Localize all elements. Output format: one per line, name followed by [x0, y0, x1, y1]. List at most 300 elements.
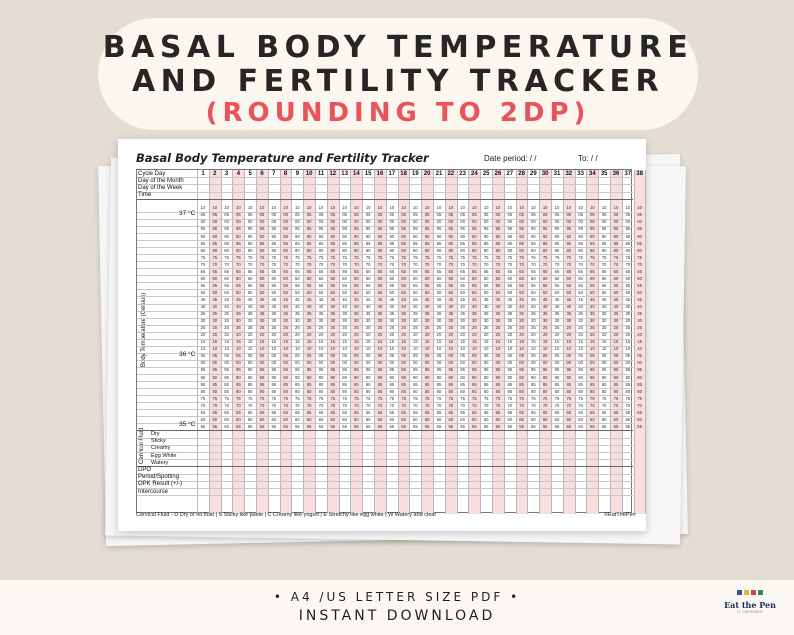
temperature-cell: 65: [519, 268, 524, 274]
temperature-cell: 60: [389, 275, 395, 281]
temperature-cell: 55: [507, 423, 513, 429]
temperature-cell: 85: [495, 381, 501, 387]
temperature-cell: 90: [495, 374, 501, 380]
temperature-cell: 90: [460, 233, 465, 239]
temperature-cell: 45: [401, 296, 406, 302]
temperature-cell: 20: [354, 332, 359, 338]
temperature-cell: 50: [578, 289, 583, 295]
temperature-cell: 75: [413, 395, 418, 401]
temperature-cell: 05: [295, 212, 300, 218]
temperature-cell: 05: [483, 212, 489, 218]
temperature-cell: 60: [318, 275, 324, 281]
temperature-cell: 10: [519, 346, 524, 352]
temperature-cell: 95: [306, 226, 312, 232]
temperature-cell: 70: [460, 261, 465, 267]
temperature-cell: 50: [472, 289, 477, 295]
temperature-cell: 25: [554, 325, 560, 331]
temperature-cell: 75: [389, 254, 395, 260]
temperature-cell: 90: [424, 233, 430, 239]
temperature-cell: 25: [519, 325, 524, 331]
temperature-cell: 30: [413, 318, 418, 324]
temperature-cell: 80: [507, 388, 513, 394]
temperature-cell: 45: [389, 296, 395, 302]
temperature-cell: 95: [436, 226, 442, 232]
temperature-cell: 10: [542, 205, 548, 211]
temperature-cell: 65: [448, 268, 454, 274]
cycle-day-number: 21: [435, 170, 443, 177]
temperature-cell: 10: [590, 346, 595, 352]
temperature-cell: 30: [542, 318, 548, 324]
temperature-cell: 85: [259, 240, 265, 246]
temperature-cell: 45: [342, 296, 347, 302]
temperature-cell: 90: [554, 374, 560, 380]
temperature-cell: 20: [460, 332, 465, 338]
temperature-cell: 55: [389, 423, 395, 429]
temperature-cell: 90: [448, 374, 454, 380]
temperature-cell: 85: [236, 381, 241, 387]
temperature-cell: 55: [554, 282, 560, 288]
temperature-cell: 90: [224, 233, 229, 239]
brand-tagline: IT DEPENDS: [737, 610, 763, 614]
temperature-cell: 80: [613, 388, 619, 394]
temperature-cell: 65: [613, 268, 619, 274]
temperature-cell: 75: [247, 395, 253, 401]
cycle-day-number: 14: [353, 170, 360, 177]
temperature-cell: 45: [236, 296, 241, 302]
temperature-cell: 55: [613, 423, 619, 429]
temperature-cell: 25: [531, 325, 536, 331]
temperature-cell: 10: [507, 346, 513, 352]
temperature-cell: 75: [330, 395, 336, 401]
temperature-cell: 75: [590, 254, 595, 260]
temperature-cell: 65: [200, 409, 206, 415]
temperature-cell: 45: [448, 296, 454, 302]
temperature-cell: 55: [318, 282, 324, 288]
temperature-cell: 45: [531, 296, 536, 302]
temperature-cell: 75: [247, 254, 253, 260]
temperature-cell: 05: [354, 353, 359, 359]
temperature-cell: 65: [436, 268, 442, 274]
temperature-cell: 15: [637, 339, 642, 345]
temperature-cell: 00: [401, 219, 406, 225]
temperature-cell: 55: [377, 282, 383, 288]
temperature-cell: 95: [472, 367, 477, 373]
temperature-cell: 35: [601, 311, 607, 317]
temperature-cell: 25: [590, 325, 595, 331]
temperature-cell: 35: [519, 311, 524, 317]
cervical-fluid-row-label: Egg White: [151, 452, 177, 459]
temperature-cell: 75: [236, 395, 241, 401]
temperature-cell: 95: [483, 367, 489, 373]
grid-hline: [137, 488, 633, 489]
cycle-day-number: 29: [530, 170, 537, 177]
tracker-row-label: Period/Spotting: [138, 474, 180, 481]
temperature-cell: 70: [200, 402, 206, 408]
temperature-cell: 20: [330, 332, 336, 338]
temperature-cell: 95: [578, 367, 583, 373]
temperature-cell: 95: [283, 367, 288, 373]
temperature-cell: 60: [330, 275, 336, 281]
temperature-cell: 00: [212, 219, 218, 225]
temperature-cell: 75: [271, 395, 277, 401]
cycle-day-number: 17: [388, 170, 396, 177]
temperature-cell: 20: [613, 332, 619, 338]
temperature-cell: 40: [424, 304, 430, 309]
temperature-cell: 00: [342, 360, 347, 366]
temperature-cell: 55: [448, 423, 454, 429]
temperature-cell: 40: [601, 304, 607, 309]
temperature-cell: 65: [483, 409, 489, 415]
temperature-cell: 95: [601, 367, 607, 373]
temperature-cell: 05: [519, 353, 524, 359]
temperature-cell: 60: [401, 275, 406, 281]
temperature-cell: 90: [212, 233, 218, 239]
temperature-cell: 85: [224, 240, 229, 246]
temperature-cell: 50: [365, 289, 371, 295]
temperature-cell: 95: [224, 226, 229, 232]
temperature-cell: 10: [483, 346, 489, 352]
temperature-cell: 55: [365, 423, 371, 429]
cycle-day-number: 27: [506, 170, 514, 177]
temperature-cell: 95: [625, 367, 631, 373]
temperature-cell: 55: [613, 282, 619, 288]
temperature-cell: 55: [578, 282, 583, 288]
temperature-cell: 60: [259, 416, 265, 422]
temperature-cell: 75: [330, 254, 336, 260]
temperature-cell: 85: [554, 240, 560, 246]
temperature-cell: 65: [542, 409, 548, 415]
temperature-cell: 95: [413, 367, 418, 373]
temperature-cell: 00: [389, 219, 395, 225]
pen-logo-icon: [735, 586, 765, 598]
temperature-cell: 10: [460, 346, 465, 352]
temperature-cell: 75: [578, 254, 583, 260]
temperature-cell: 90: [483, 233, 489, 239]
temperature-cell: 65: [566, 268, 572, 274]
format-label: • A4 /US LETTER SIZE PDF •: [273, 590, 521, 604]
temperature-cell: 90: [424, 374, 430, 380]
temperature-cell: 05: [271, 353, 277, 359]
temperature-cell: 20: [531, 332, 536, 338]
temperature-cell: 65: [413, 268, 418, 274]
temperature-cell: 85: [554, 381, 560, 387]
temperature-cell: 90: [542, 233, 548, 239]
temperature-cell: 95: [424, 367, 430, 373]
temperature-cell: 60: [271, 275, 277, 281]
temperature-cell: 50: [495, 289, 501, 295]
temperature-cell: 50: [401, 289, 406, 295]
temperature-cell: 95: [271, 367, 277, 373]
temperature-cell: 10: [424, 346, 430, 352]
temperature-cell: 65: [495, 409, 501, 415]
temperature-cell: 60: [483, 275, 489, 281]
temperature-cell: 05: [625, 212, 631, 218]
temperature-cell: 95: [354, 226, 359, 232]
temperature-cell: 75: [259, 395, 265, 401]
temperature-cell: 70: [377, 261, 383, 267]
temperature-cell: 75: [601, 395, 607, 401]
temperature-cell: 50: [318, 289, 324, 295]
temperature-cell: 60: [413, 275, 418, 281]
temperature-cell: 65: [531, 268, 536, 274]
temperature-cell: 90: [354, 374, 359, 380]
header-row-label: Time: [138, 192, 152, 199]
temperature-cell: 70: [507, 261, 513, 267]
temperature-cell: 80: [212, 247, 218, 253]
temperature-cell: 30: [247, 318, 253, 324]
temperature-cell: 85: [295, 240, 300, 246]
temperature-cell: 00: [283, 360, 288, 366]
temperature-cell: 95: [283, 226, 288, 232]
temperature-cell: 45: [601, 296, 607, 302]
temperature-cell: 40: [389, 304, 395, 309]
temperature-cell: 75: [377, 395, 383, 401]
temperature-cell: 15: [295, 339, 300, 345]
temperature-cell: 20: [271, 332, 277, 338]
temperature-cell: 45: [212, 296, 218, 302]
temperature-cell: 60: [377, 416, 383, 422]
temperature-cell: 60: [306, 275, 312, 281]
temperature-cell: 05: [507, 353, 513, 359]
temperature-cell: 15: [613, 339, 619, 345]
temperature-cell: 60: [236, 416, 241, 422]
temperature-cell: 55: [424, 423, 430, 429]
temperature-cell: 65: [342, 268, 347, 274]
temperature-cell: 95: [590, 367, 595, 373]
temperature-cell: 35: [542, 311, 548, 317]
temperature-cell: 70: [200, 261, 206, 267]
temperature-cell: 85: [613, 381, 619, 387]
temperature-cell: 55: [224, 423, 229, 429]
temperature-cell: 80: [531, 247, 536, 253]
temperature-scale-mark: 37 °C: [179, 209, 196, 217]
temperature-cell: 45: [436, 296, 442, 302]
temperature-cell: 60: [542, 275, 548, 281]
temperature-cell: 80: [519, 247, 524, 253]
cycle-day-number: 31: [553, 170, 561, 177]
temperature-cell: 55: [590, 423, 595, 429]
temperature-cell: 30: [200, 318, 206, 324]
temperature-cell: 55: [460, 423, 465, 429]
temperature-cell: 95: [200, 367, 206, 373]
temperature-cell: 80: [448, 247, 454, 253]
temperature-cell: 55: [413, 423, 418, 429]
temperature-cell: 65: [342, 409, 347, 415]
temperature-cell: 85: [483, 381, 489, 387]
temperature-cell: 75: [472, 395, 477, 401]
temperature-cell: 65: [625, 268, 631, 274]
temperature-cell: 15: [625, 339, 631, 345]
temperature-cell: 95: [247, 367, 253, 373]
temperature-cell: 30: [389, 318, 395, 324]
temperature-cell: 05: [472, 212, 477, 218]
temperature-cell: 60: [236, 275, 241, 281]
temperature-cell: 05: [554, 212, 560, 218]
temperature-cell: 45: [413, 296, 418, 302]
temperature-cell: 00: [495, 360, 501, 366]
temperature-cell: 50: [247, 289, 253, 295]
temperature-cell: 65: [554, 268, 560, 274]
temperature-cell: 40: [460, 304, 465, 309]
temperature-cell: 75: [554, 395, 560, 401]
temperature-cell: 10: [601, 346, 607, 352]
cycle-day-number: 18: [400, 170, 407, 177]
temperature-cell: 10: [259, 346, 265, 352]
temperature-cell: 50: [271, 289, 277, 295]
temperature-cell: 80: [625, 388, 631, 394]
temperature-cell: 10: [436, 205, 442, 211]
temperature-cell: 20: [436, 332, 442, 338]
temperature-cell: 55: [318, 423, 324, 429]
temperature-cell: 85: [507, 381, 513, 387]
temperature-cell: 80: [212, 388, 218, 394]
temperature-cell: 95: [495, 367, 501, 373]
temperature-cell: 70: [259, 402, 265, 408]
temperature-cell: 90: [259, 374, 265, 380]
temperature-cell: 85: [460, 240, 465, 246]
temperature-cell: 60: [413, 416, 418, 422]
temperature-cell: 10: [354, 205, 359, 211]
temperature-cell: 90: [413, 233, 418, 239]
temperature-cell: 90: [354, 233, 359, 239]
temperature-cell: 00: [531, 360, 536, 366]
copyright-note: ©EatThePen: [604, 512, 636, 518]
temperature-cell: 60: [448, 275, 454, 281]
cycle-day-number: 25: [482, 170, 490, 177]
temperature-cell: 70: [519, 261, 524, 267]
temperature-cell: 95: [625, 226, 631, 232]
temperature-cell: 35: [306, 311, 312, 317]
temperature-cell: 30: [495, 318, 501, 324]
tracker-row-label: DPO: [138, 466, 152, 473]
temperature-cell: 65: [354, 268, 359, 274]
temperature-cell: 45: [200, 296, 206, 302]
temperature-cell: 90: [200, 233, 206, 239]
temperature-cell: 10: [342, 205, 347, 211]
temperature-cell: 55: [247, 282, 253, 288]
temperature-cell: 75: [401, 395, 406, 401]
temperature-cell: 10: [413, 346, 418, 352]
temperature-cell: 70: [212, 261, 218, 267]
temperature-cell: 90: [460, 374, 465, 380]
temperature-cell: 50: [436, 289, 442, 295]
temperature-cell: 70: [436, 402, 442, 408]
temperature-cell: 10: [365, 346, 371, 352]
temperature-cell: 05: [212, 353, 218, 359]
temperature-cell: 85: [306, 381, 312, 387]
temperature-cell: 55: [601, 423, 607, 429]
temperature-cell: 75: [578, 395, 583, 401]
temperature-cell: 10: [554, 346, 560, 352]
temperature-cell: 60: [566, 416, 572, 422]
temperature-cell: 70: [566, 402, 572, 408]
temperature-cell: 40: [472, 304, 477, 309]
temperature-cell: 25: [212, 325, 218, 331]
temperature-cell: 60: [531, 416, 536, 422]
temperature-cell: 90: [436, 233, 442, 239]
temperature-cell: 75: [424, 395, 430, 401]
temperature-cell: 05: [531, 353, 536, 359]
temperature-cell: 65: [283, 409, 288, 415]
temperature-cell: 70: [283, 261, 288, 267]
temperature-cell: 65: [401, 268, 406, 274]
temperature-cell: 40: [507, 304, 513, 309]
temperature-cell: 40: [625, 304, 631, 309]
temperature-cell: 60: [519, 275, 524, 281]
temperature-cell: 65: [330, 268, 336, 274]
temperature-cell: 30: [342, 318, 347, 324]
temperature-cell: 30: [283, 318, 288, 324]
temperature-cell: 85: [401, 381, 406, 387]
temperature-cell: 05: [200, 212, 206, 218]
temperature-cell: 55: [283, 423, 288, 429]
cycle-day-number: 37: [624, 170, 632, 177]
grid-hline: [137, 495, 633, 496]
temperature-cell: 60: [365, 416, 371, 422]
temperature-cell: 65: [212, 409, 218, 415]
temperature-cell: 55: [495, 282, 501, 288]
temperature-cell: 60: [295, 416, 300, 422]
temperature-cell: 25: [413, 325, 418, 331]
temperature-cell: 20: [401, 332, 406, 338]
temperature-cell: 10: [212, 346, 218, 352]
temperature-cell: 50: [330, 289, 336, 295]
temperature-cell: 70: [330, 261, 336, 267]
temperature-cell: 25: [637, 325, 642, 331]
grid-hline: [137, 199, 633, 200]
temperature-cell: 40: [283, 304, 288, 309]
temperature-cell: 80: [531, 388, 536, 394]
temperature-cell: 15: [578, 339, 583, 345]
temperature-cell: 95: [472, 226, 477, 232]
temperature-cell: 95: [554, 226, 560, 232]
temperature-cell: 05: [247, 212, 253, 218]
temperature-cell: 15: [354, 339, 359, 345]
temperature-cell: 80: [483, 247, 489, 253]
temperature-cell: 50: [448, 289, 454, 295]
temperature-cell: 00: [377, 219, 383, 225]
temperature-cell: 50: [613, 289, 619, 295]
temperature-cell: 70: [401, 402, 406, 408]
temperature-cell: 00: [507, 219, 513, 225]
temperature-cell: 55: [342, 423, 347, 429]
temperature-cell: 70: [590, 402, 595, 408]
grid-hline: [137, 459, 633, 460]
temperature-cell: 65: [625, 409, 631, 415]
temperature-cell: 25: [578, 325, 583, 331]
temperature-cell: 60: [436, 275, 442, 281]
temperature-cell: 80: [460, 388, 465, 394]
temperature-scale-mark: 35 °C: [179, 421, 196, 429]
temperature-cell: 60: [354, 416, 359, 422]
temperature-cell: 90: [318, 233, 324, 239]
date-period-label: Date period: / /: [484, 154, 537, 163]
temperature-cell: 05: [601, 212, 607, 218]
temperature-cell: 35: [424, 311, 430, 317]
temperature-cell: 90: [519, 233, 524, 239]
temperature-cell: 10: [283, 346, 288, 352]
temperature-cell: 50: [566, 289, 572, 295]
temperature-cell: 60: [566, 275, 572, 281]
temperature-cell: 85: [542, 240, 548, 246]
temperature-cell: 95: [542, 226, 548, 232]
temperature-cell: 00: [330, 219, 336, 225]
temperature-cell: 45: [330, 296, 336, 302]
temperature-cell: 75: [295, 254, 300, 260]
temperature-cell: 55: [365, 282, 371, 288]
temperature-cell: 05: [247, 353, 253, 359]
temperature-cell: 10: [259, 205, 265, 211]
